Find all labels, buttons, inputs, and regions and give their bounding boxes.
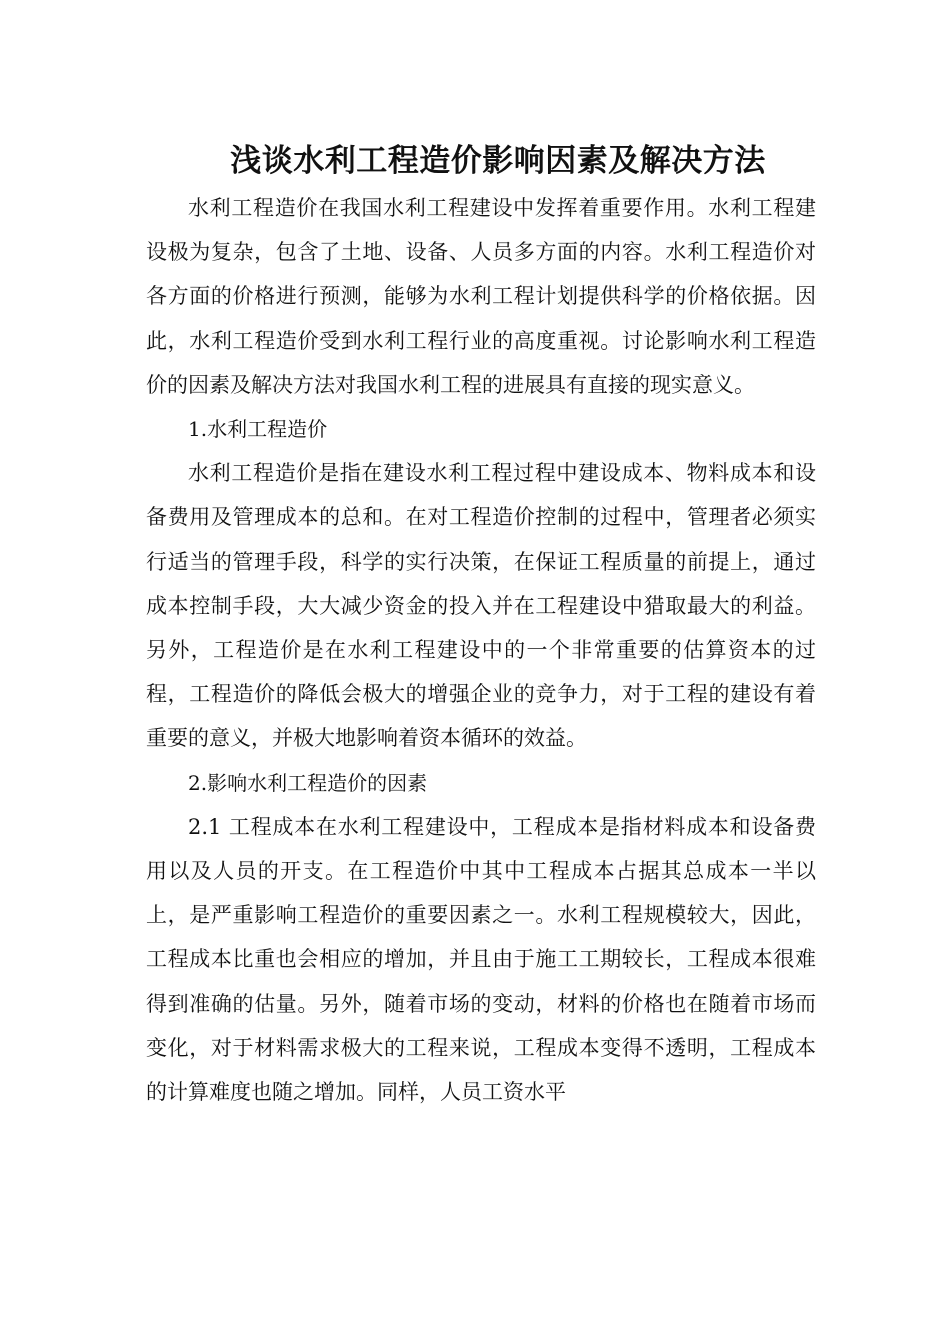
intro-paragraph: 水利工程造价在我国水利工程建设中发挥着重要作用。水利工程建设极为复杂，包含了土地、设备、人员多方面的内容。水利工程造价对各方面的价格进行预测，能够为水利工程计划提供科学的价格依据。因此，水利工程造价受到水利工程行业的高度重视。讨论影响水利工程造价的因素及解决方法对我国水利工程的进展具有直接的现实意义。 bbox=[146, 196, 816, 397]
document-title: 浅谈水利工程造价影响因素及解决方法 bbox=[230, 142, 766, 179]
document-body bbox=[146, 186, 816, 1114]
section-1-paragraph: 水利工程造价是指在建设水利工程过程中建设成本、物料成本和设备费用及管理成本的总和。在对工程造价控制的过程中，管理者必须实行适当的管理手段，科学的实行决策，在保证工程质量的前提上，通过成本控制手段，大大减少资金的投入并在工程建设中猎取最大的利益。另外，工程造价是在水利工程建设中的一个非常重要的估算资本的过程，工程造价的降低会极大的增强企业的竞争力，对于工程的建设有着重要的意义，并极大地影响着资本循环的效益。 bbox=[146, 461, 816, 751]
section-1-heading: 1.水利工程造价 bbox=[188, 417, 328, 442]
section-2-heading: 2.影响水利工程造价的因素 bbox=[188, 770, 428, 795]
section-2-1-paragraph: 2.1 工程成本在水利工程建设中，工程成本是指材料成本和设备费用以及人员的开支。在工程造价中其中工程成本占据其总成本一半以上，是严重影响工程造价的重要因素之一。水利工程规模较大，因此，工程成本比重也会相应的增加，并且由于施工工期较长，工程成本很难得到准确的估量。另外，随着市场的变动，材料的价格也在随着市场而变化，对于材料需求极大的工程来说，工程成本变得不透明，工程成本的计算难度也随之增加。同样，人员工资水平 bbox=[146, 814, 816, 1105]
